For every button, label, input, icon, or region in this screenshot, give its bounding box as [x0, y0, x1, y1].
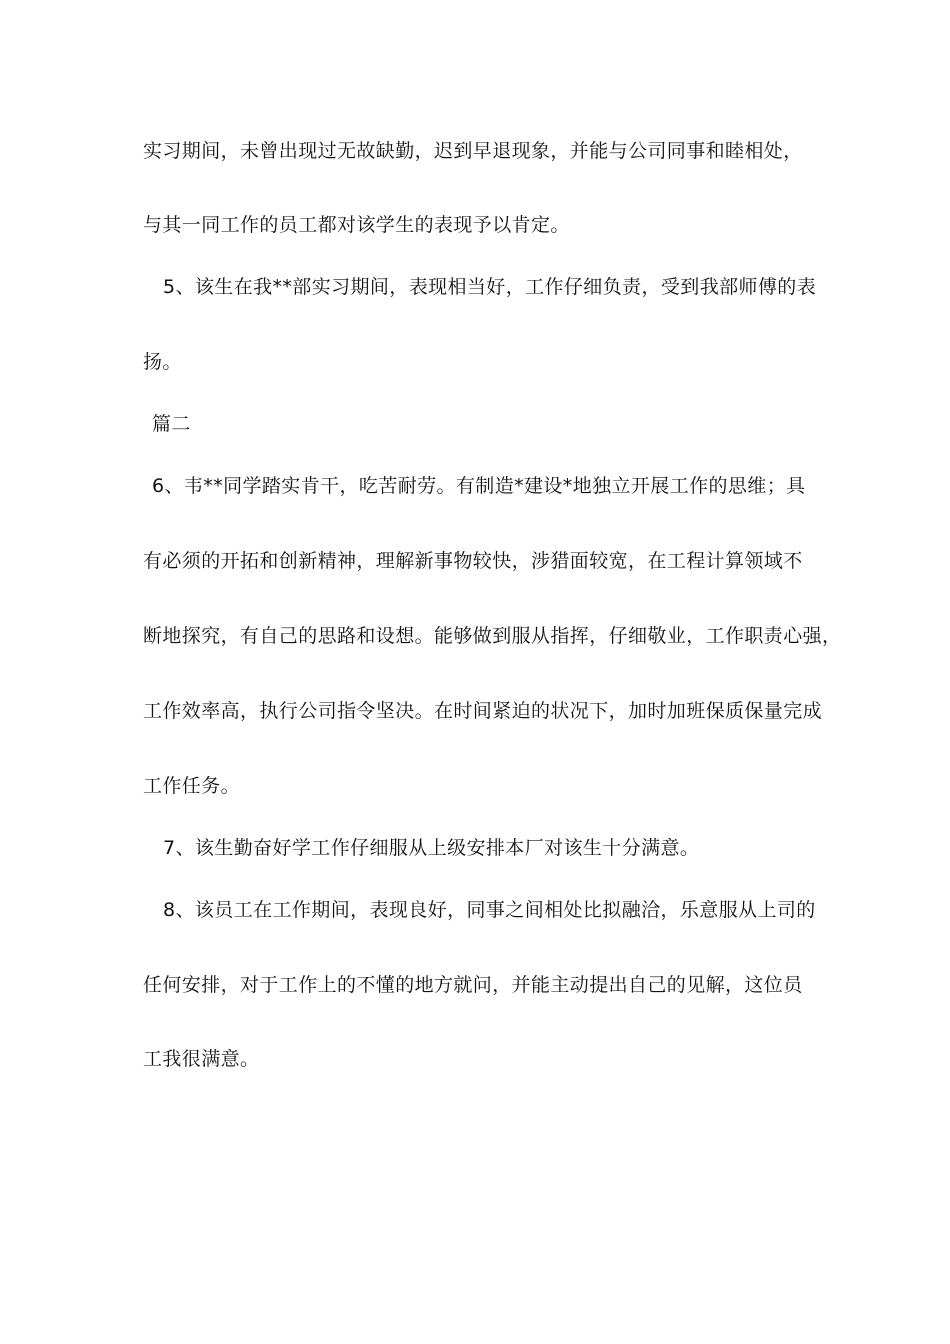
paragraph-line: 与其一同工作的员工都对该学生的表现予以肯定。 [143, 214, 570, 236]
paragraph-line: 6、韦**同学踏实肯干，吃苦耐劳。有制造*建设*地独立开展工作的思维；具 [152, 475, 806, 497]
paragraph-line: 工我很满意。 [143, 1048, 260, 1070]
paragraph-line: 工作效率高，执行公司指令坚决。在时间紧迫的状况下，加时加班保质保量完成 [143, 700, 823, 722]
paragraph-line: 工作任务。 [143, 775, 241, 797]
paragraph-line: 实习期间，未曾出现过无故缺勤，迟到早退现象，并能与公司同事和睦相处， [143, 140, 803, 162]
paragraph-line: 有必须的开拓和创新精神，理解新事物较快，涉猎面较宽，在工程计算领域不 [143, 550, 803, 572]
paragraph-line: 7、该生勤奋好学工作仔细服从上级安排本厂对该生十分满意。 [163, 837, 700, 859]
paragraph-line: 5、该生在我**部实习期间，表现相当好，工作仔细负责，受到我部师傅的表 [163, 276, 817, 298]
paragraph-line: 断地探究，有自己的思路和设想。能够做到服从指挥，仔细敬业，工作职责心强， [143, 625, 842, 647]
paragraph-line: 8、该员工在工作期间，表现良好，同事之间相处比拟融洽，乐意服从上司的 [163, 899, 816, 921]
section-heading: 篇二 [152, 413, 191, 435]
paragraph-line: 扬。 [143, 351, 182, 373]
paragraph-line: 任何安排，对于工作上的不懂的地方就问，并能主动提出自己的见解，这位员 [143, 974, 803, 996]
